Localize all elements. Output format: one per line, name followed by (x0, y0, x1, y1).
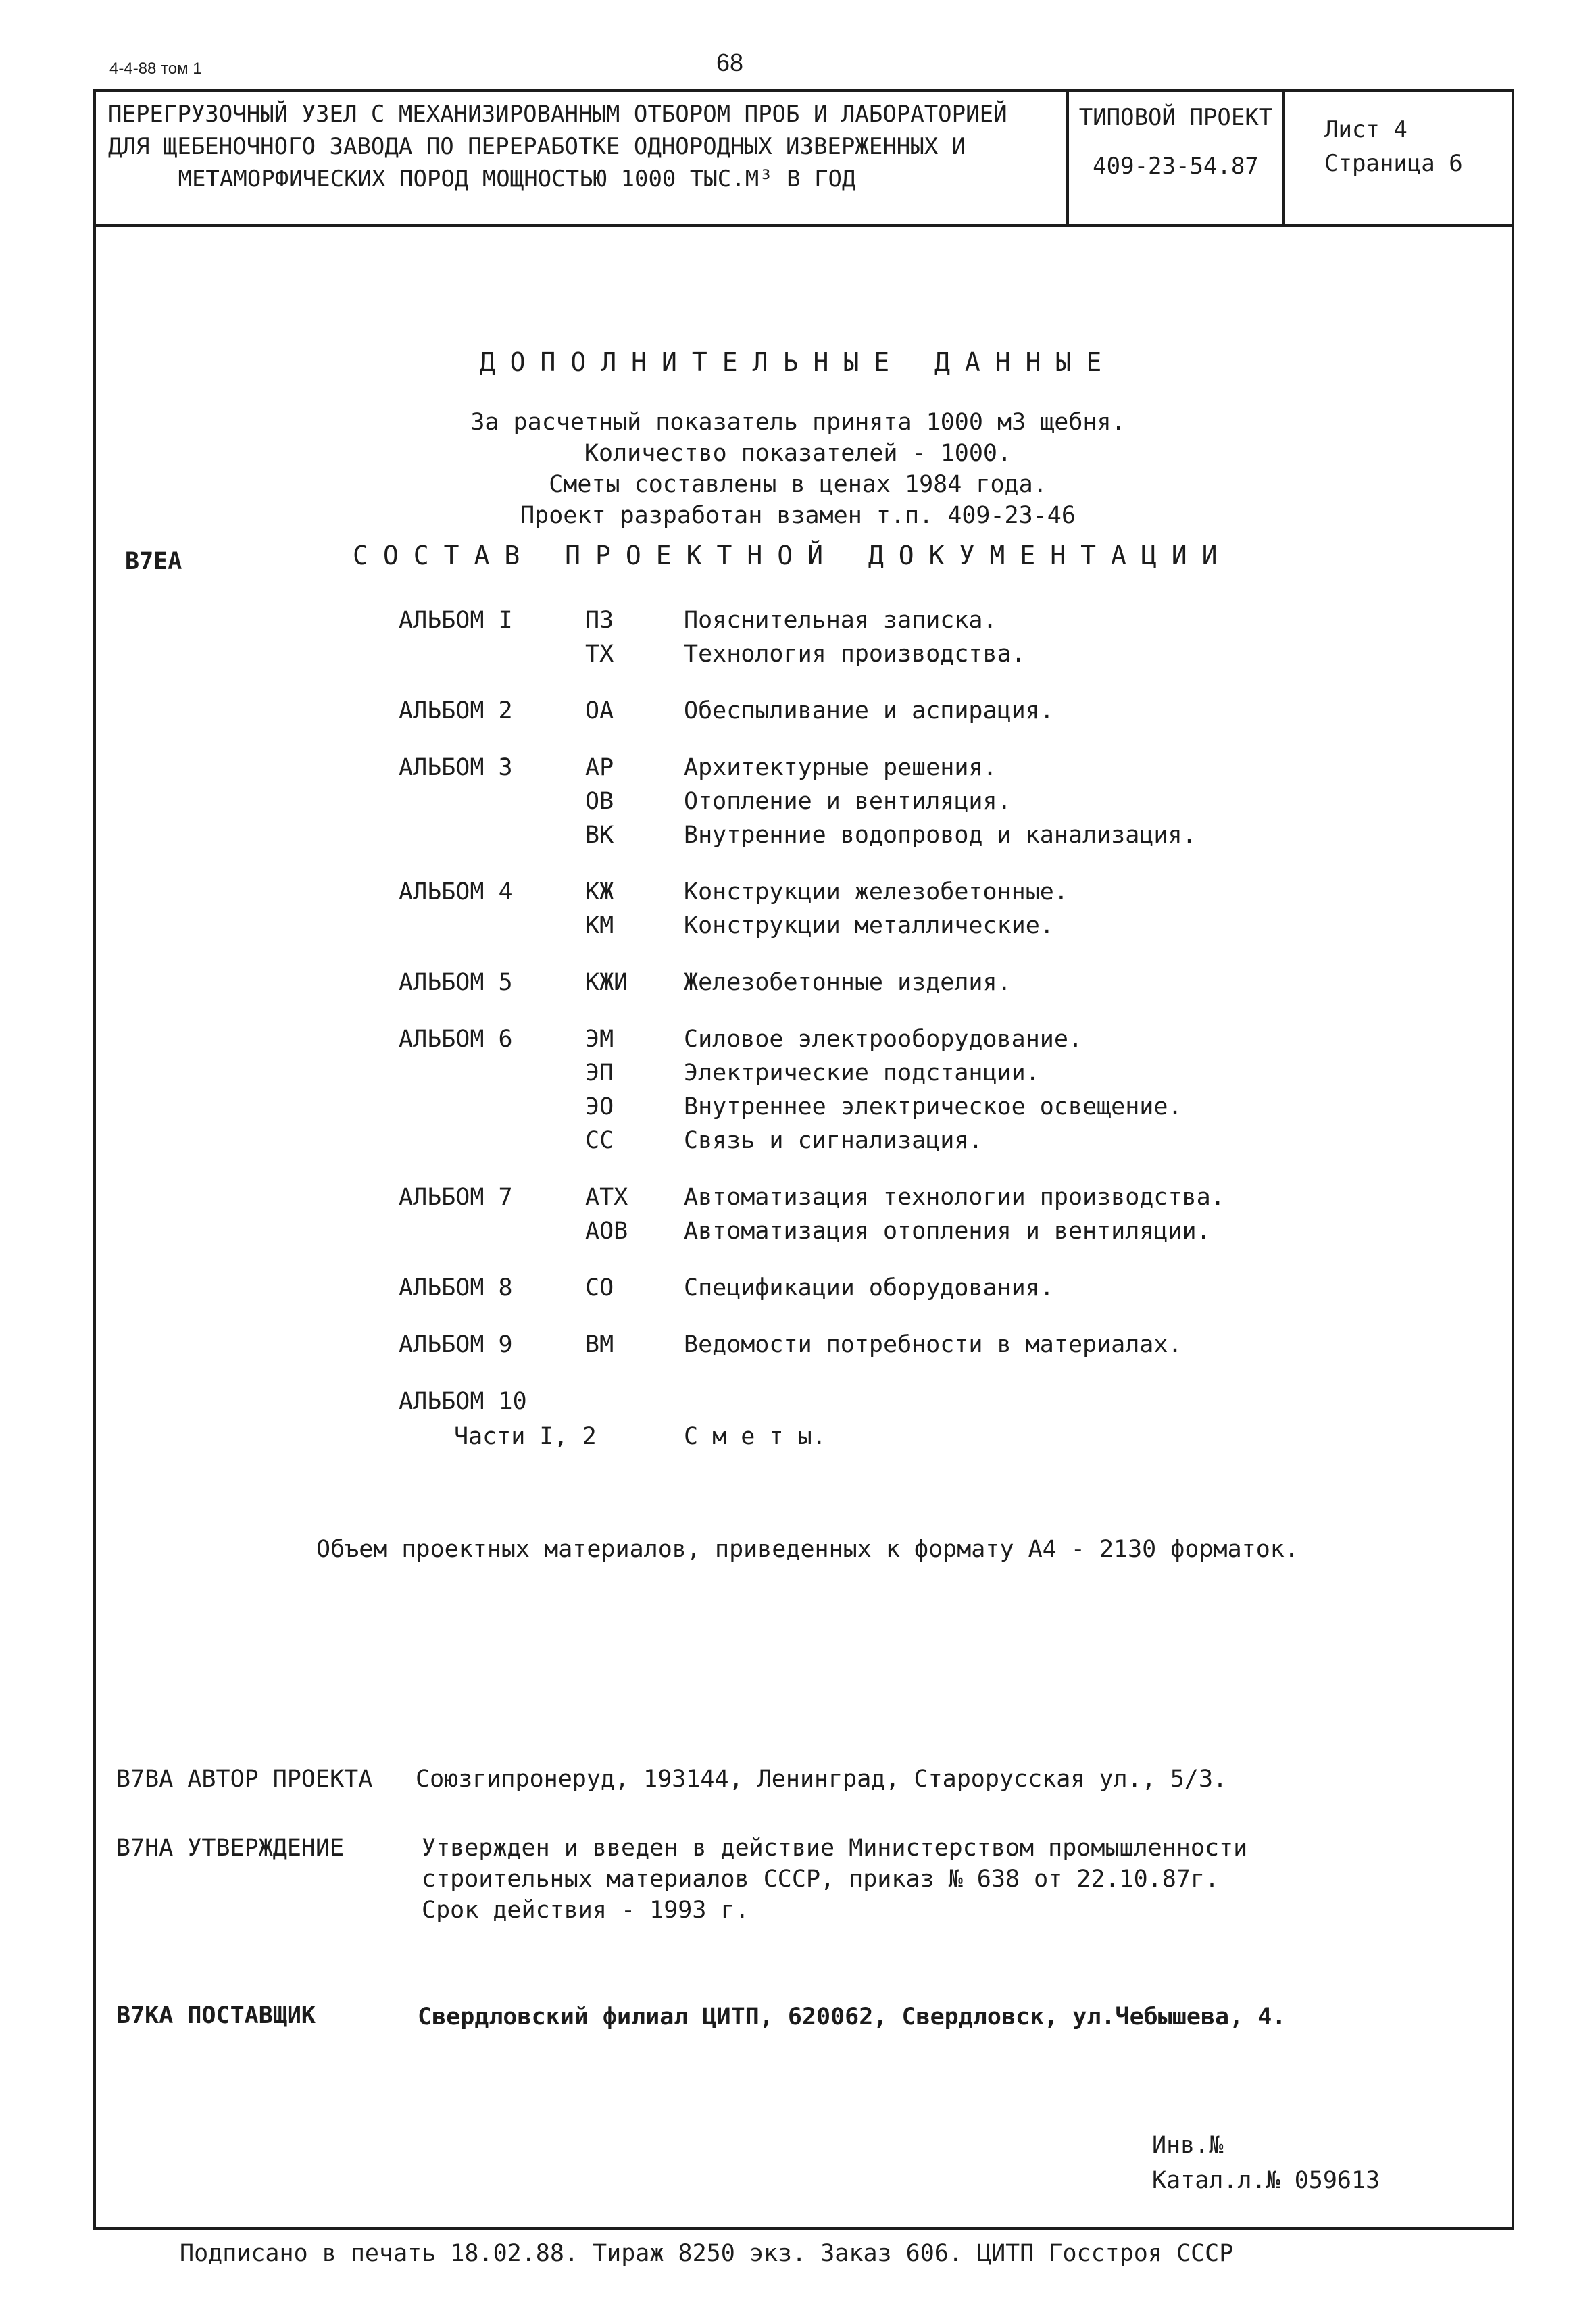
album-label: АЛЬБОМ 10 (399, 1388, 527, 1415)
additional-line-3: Сметы составлены в ценах 1984 года. (549, 471, 1047, 498)
album-code: АОВ (585, 1218, 628, 1245)
album-code: ОВ (585, 788, 614, 815)
inventory-number-label: Инв.№ (1152, 2132, 1224, 2159)
album-description: Спецификации оборудования. (684, 1274, 1054, 1301)
album-code: ЭО (585, 1093, 614, 1120)
album-description: Внутреннее электрическое освещение. (684, 1093, 1182, 1120)
album-code: ОА (585, 697, 614, 724)
album-description: Конструкции металлические. (684, 912, 1054, 939)
album-code: КЖ (585, 878, 614, 905)
album-row (0, 1274, 1596, 1308)
series-label: 4-4-88 том 1 (109, 59, 202, 78)
album-label: АЛЬБОМ 9 (399, 1331, 513, 1358)
volume-note: Объем проектных материалов, приведенных к формату А4 - 2130 форматок. (316, 1536, 1299, 1563)
title-line-3: МЕТАМОРФИЧЕСКИХ ПОРОД МОЩНОСТЬЮ 1000 ТЫС.М³ В ГОД (178, 166, 856, 193)
album-row (0, 754, 1596, 788)
album-row (0, 969, 1596, 1003)
album-code: ТХ (585, 641, 614, 668)
album-code: ЭП (585, 1060, 614, 1087)
title-line-1: ПЕРЕГРУЗОЧНЫЙ УЗЕЛ С МЕХАНИЗИРОВАННЫМ ОТБОРОМ ПРОБ И ЛАБОРАТОРИЕЙ (108, 101, 1007, 128)
title-line-2: ДЛЯ ЩЕБЕНОЧНОГО ЗАВОДА ПО ПЕРЕРАБОТКЕ ОДНОРОДНЫХ ИЗВЕРЖЕННЫХ И (108, 133, 966, 160)
album-label: АЛЬБОМ 8 (399, 1274, 513, 1301)
album-description: Архитектурные решения. (684, 754, 997, 781)
album-label: Части I, 2 (454, 1423, 597, 1450)
album-row (0, 1331, 1596, 1365)
album-row (0, 1026, 1596, 1060)
album-description: Внутренние водопровод и канализация. (684, 822, 1197, 849)
album-description: Конструкции железобетонные. (684, 878, 1068, 905)
album-code: ВК (585, 822, 614, 849)
album-row (0, 1218, 1596, 1251)
album-description: Отопление и вентиляция. (684, 788, 1012, 815)
album-row (0, 1388, 1596, 1422)
album-description: Автоматизация отопления и вентиляции. (684, 1218, 1211, 1245)
album-row (0, 1184, 1596, 1218)
album-label: АЛЬБОМ 5 (399, 969, 513, 996)
album-description: С м е т ы. (684, 1423, 826, 1450)
album-description: Связь и сигнализация. (684, 1127, 983, 1154)
album-description: Электрические подстанции. (684, 1060, 1040, 1087)
additional-line-1: За расчетный показатель принята 1000 м3 щебня. (470, 409, 1126, 436)
album-label: АЛЬБОМ 7 (399, 1184, 513, 1211)
album-code: ПЗ (585, 607, 614, 634)
album-code: КЖИ (585, 969, 628, 996)
album-row (0, 912, 1596, 946)
project-type-label: ТИПОВОЙ ПРОЕКТ (1078, 104, 1273, 131)
additional-line-4: Проект разработан взамен т.п. 409-23-46 (520, 502, 1076, 529)
album-description: Ведомости потребности в материалах. (684, 1331, 1182, 1358)
album-code: ВМ (585, 1331, 614, 1358)
album-description: Пояснительная записка. (684, 607, 997, 634)
album-row (0, 641, 1596, 674)
album-row (0, 788, 1596, 822)
album-description: Обеспыливание и аспирация. (684, 697, 1054, 724)
supplier-text: Свердловский филиал ЦИТП, 620062, Свердловск, ул.Чебышева, 4. (418, 2003, 1287, 2031)
approval-line-1: Утвержден и введен в действие Министерством промышленности (422, 1835, 1248, 1862)
album-label: АЛЬБОМ 4 (399, 878, 513, 905)
catalog-number: Катал.л.№ 059613 (1152, 2167, 1380, 2194)
page-number: 68 (716, 49, 744, 76)
supplier-code: В7КА ПОСТАВЩИК (116, 2002, 316, 2029)
album-row (0, 1127, 1596, 1161)
additional-line-2: Количество показателей - 1000. (584, 440, 1012, 467)
album-row (0, 822, 1596, 855)
project-number: 409-23-54.87 (1093, 153, 1259, 180)
composition-heading: СОСТАВ ПРОЕКТНОЙ ДОКУМЕНТАЦИИ (353, 541, 1232, 570)
title-divider-1 (1066, 89, 1069, 227)
album-label: АЛЬБОМ 2 (399, 697, 513, 724)
page-label: Страница 6 (1324, 150, 1463, 177)
album-label: АЛЬБОМ 3 (399, 754, 513, 781)
album-description: Силовое электрооборудование. (684, 1026, 1083, 1053)
album-row (0, 607, 1596, 641)
album-code: СС (585, 1127, 614, 1154)
album-code: СО (585, 1274, 614, 1301)
author-code: В7ВА АВТОР ПРОЕКТА (116, 1766, 373, 1793)
additional-data-lines (0, 407, 1596, 531)
imprint-line: Подписано в печать 18.02.88. Тираж 8250 экз. Заказ 606. ЦИТП Госстроя СССР (180, 2240, 1234, 2267)
album-row (0, 1060, 1596, 1093)
album-label: АЛЬБОМ 6 (399, 1026, 513, 1053)
album-label: АЛЬБОМ I (399, 607, 513, 634)
album-code: ЭМ (585, 1026, 614, 1053)
approval-code: В7НА УТВЕРЖДЕНИЕ (116, 1835, 345, 1862)
album-code: КМ (585, 912, 614, 939)
album-code: АР (585, 754, 614, 781)
approval-line-2: строительных материалов СССР, приказ № 638 от 22.10.87г. (422, 1866, 1220, 1893)
album-row (0, 878, 1596, 912)
album-description: Автоматизация технологии производства. (684, 1184, 1225, 1211)
project-title (108, 98, 1061, 195)
approval-line-3: Срок действия - 1993 г. (422, 1897, 749, 1924)
album-row (0, 697, 1596, 731)
sheet-label: Лист 4 (1324, 116, 1407, 143)
approval-text (422, 1833, 1247, 1926)
album-description: Технология производства. (684, 641, 1026, 668)
author-text: Союзгипронеруд, 193144, Ленинград, Старорусская ул., 5/3. (416, 1766, 1228, 1793)
album-description: Железобетонные изделия. (684, 969, 1012, 996)
album-row (0, 1423, 1596, 1457)
album-code: АТХ (585, 1184, 628, 1211)
additional-data-heading: ДОПОЛНИТЕЛЬНЫЕ ДАННЫЕ (479, 347, 1117, 377)
composition-code: В7ЕА (125, 548, 182, 575)
title-divider-2 (1282, 89, 1285, 227)
album-row (0, 1093, 1596, 1127)
